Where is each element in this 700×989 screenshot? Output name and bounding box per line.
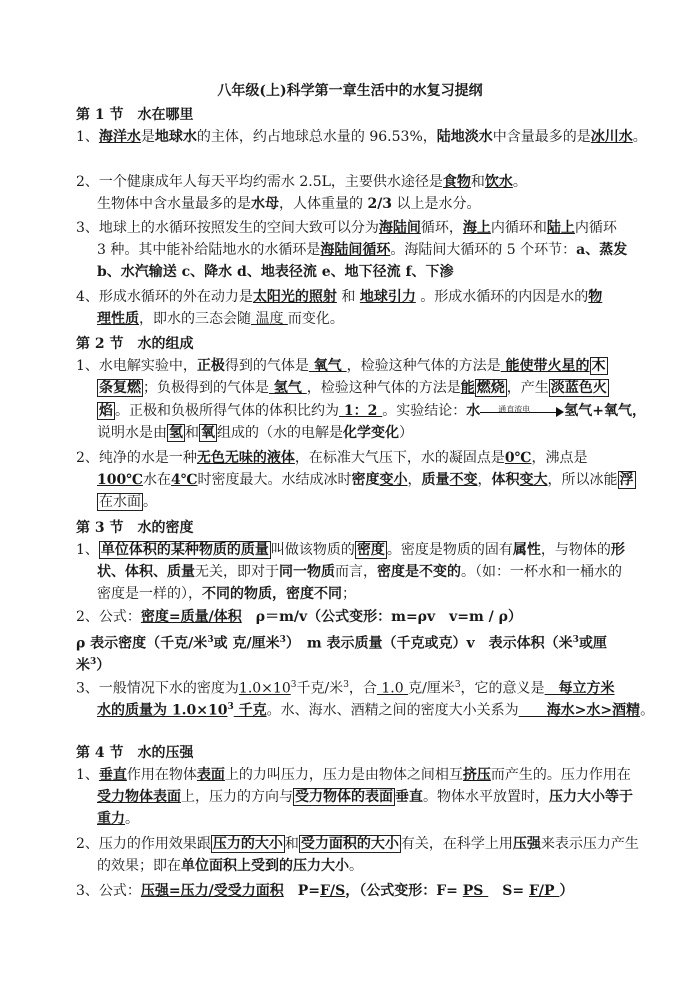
s1-item2-line1: 2、一个健康成年人每天平均约需水 2.5L，主要供水途径是食物和饮水。 bbox=[76, 174, 527, 190]
s3-item2-line1: 2、公式：密度=质量/体积 ρ＝m/v（公式变形：m=ρv v=m / ρ） bbox=[76, 609, 522, 625]
s3-item1-line2: 状、体积、质量无关，即对于同一物质而言，密度是不变的。（如：一杯水和一桶水的 bbox=[97, 564, 622, 580]
s1-item1-line: 1、海洋水是地球水的主体，约占地球总水量的 96.53%，陆地淡水中含量最多的是冰川水。 bbox=[76, 129, 647, 145]
s3-item1-line3: 密度是一样的），不同的物质，密度不同； bbox=[97, 586, 356, 602]
s1-item2-line2: 生物体中含水量最多的是水母，人体重量的 2/3 以上是水分。 bbox=[97, 196, 481, 212]
s4-item1-line1: 1、垂直作用在物体表面上的力叫压力，压力是由物体之间相互挤压而产生的。压力作用在 bbox=[76, 767, 631, 783]
s4-item3-line1: 3、公式：压强=压力/受受力面积 P=F/S，（公式变形：F= PS S= F/P ） bbox=[76, 883, 574, 899]
section-heading-1: 第 1 节 水在哪里 bbox=[76, 107, 194, 123]
s2-item1-line2: 条复燃 ；负极得到的气体是 氢气 ，检验这种气体的方法是能 燃烧 ，产生 淡蓝色火 bbox=[99, 380, 607, 396]
s3-item2-line2: ρ 表示密度（千克/米$^3$或 克/厘米$^3$） m 表示质量（千克或克）v 表示体积（米$^3$或厘 bbox=[76, 635, 607, 652]
section-heading-2: 第 2 节 水的组成 bbox=[76, 336, 194, 352]
s2-item2-line1: 2、纯净的水是一种无色无味的液体，在标准大气压下，水的凝固点是0℃，沸点是 bbox=[76, 450, 588, 466]
s3-item2-line3: 米$^3$） bbox=[76, 657, 111, 674]
s3-item1-line1: 1、 单位体积的某种物质的质量 叫做该物质的 密度 。密度是物质的固有属性，与物体的形 bbox=[76, 542, 625, 558]
s4-item1-line2: 受力物体表面上，压力的方向与 受力物体的表面 垂直。物体水平放置时，压力大小等于 bbox=[97, 789, 633, 805]
s3-item3-line2: 水的质量为 $1.0\times 10^3$ 千克。水、海水、酒精之间的密度大小关系为 海水>水>酒精。 bbox=[97, 702, 655, 719]
electrolysis-arrow: 通直流电 bbox=[480, 404, 564, 418]
s2-item1-line3: 焰 。正极和负极所得气体的体积比约为 1：2 。实验结论：水 通直流电 氢气+氧气， bbox=[99, 403, 646, 419]
s1-item3-line1: 3、地球上的水循环按照发生的空间大致可以分为海陆间循环，海上内循环和陆上内循环 bbox=[76, 220, 617, 236]
page-title: 八年级(上)科学第一章生活中的水复习提纲 bbox=[217, 83, 483, 99]
s4-item2-line2: 的效果；即在单位面积上受到的压力大小。 bbox=[97, 858, 363, 874]
s4-item2-line1: 2、压力的作用效果跟 压力的大小 和 受力面积的大小 有关，在科学上用压强来表示压力产生 bbox=[76, 836, 639, 852]
section-heading-3: 第 3 节 水的密度 bbox=[76, 520, 194, 536]
s1-item4-line1: 4、形成水循环的外在动力是太阳光的照射 和 地球引力 。形成水循环的内因是水的物 bbox=[76, 289, 603, 305]
s3-item3-line1: 3、一般情况下水的密度为$1.0\times 10^3$千克/米$^3$，合 1.0 克/厘米$^3$，它的意义是 每立方米 bbox=[76, 680, 615, 697]
s2-item2-line2: 100℃水在4℃时密度最大。水结成冰时密度变小，质量不变，体积变大，所以冰能 浮 bbox=[97, 472, 634, 488]
s1-item4-line2: 理性质，即水的三态会随 温度 而变化。 bbox=[97, 311, 344, 327]
s4-item1-line3: 重力。 bbox=[97, 811, 139, 827]
s1-item3-line2: 3 种。其中能补给陆地水的水循环是海陆间循环。海陆间大循环的 5 个环节：a、蒸发 bbox=[97, 242, 628, 258]
s2-item1-line1: 1、水电解实验中，正极得到的气体是 氧气 ，检验这种气体的方法是 能使带火星的 木 bbox=[76, 358, 606, 374]
s1-item3-line3: b、水汽输送 c、降水 d、地表径流 e、地下径流 f、下渗 bbox=[97, 264, 454, 280]
s2-item1-line4: 说明水是由 氢 和 氧 组成的（水的电解是化学变化） bbox=[97, 425, 413, 441]
s2-item2-line3: 在水面 。 bbox=[99, 494, 157, 510]
section-heading-4: 第 4 节 水的压强 bbox=[76, 745, 194, 761]
